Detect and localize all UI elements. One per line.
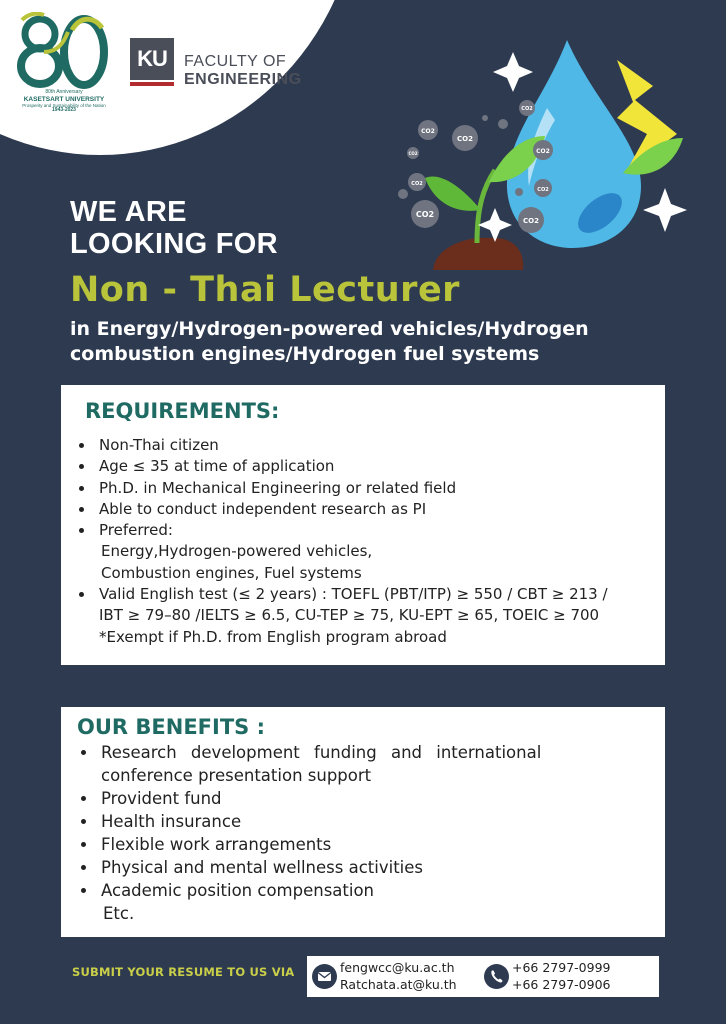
contact-box — [307, 956, 659, 997]
svg-text:CO2: CO2 — [411, 181, 423, 187]
list-item: Non-Thai citizen — [77, 435, 657, 456]
svg-text:CO2: CO2 — [408, 151, 418, 156]
email-icon — [312, 964, 337, 989]
email-link[interactable]: fengwcc@ku.ac.th — [340, 960, 455, 975]
svg-text:CO2: CO2 — [421, 128, 435, 135]
faculty-name — [184, 53, 302, 89]
svg-text:CO2: CO2 — [537, 187, 549, 193]
intro-heading — [70, 196, 278, 260]
benefits-card — [61, 707, 665, 937]
list-item-preferred — [77, 520, 657, 584]
preferred-line2: Combustion engines, Fuel systems — [101, 563, 362, 582]
intro-line2: LOOKING FOR — [70, 228, 278, 260]
svg-text:CO2: CO2 — [536, 148, 550, 155]
intro-line1: WE ARE — [70, 196, 187, 228]
list-item: Provident fund — [79, 787, 599, 810]
list-item: Academic position compensation — [79, 879, 599, 902]
anniversary-years: 1943-2023 — [52, 107, 76, 114]
eighty-logo-icon — [14, 12, 114, 90]
list-item: Age ≤ 35 at time of application — [77, 456, 657, 477]
anniversary-line1: 80th Anniversary — [45, 89, 83, 95]
list-item-english — [77, 584, 657, 648]
svg-text:CO2: CO2 — [415, 210, 435, 219]
email-list — [340, 959, 457, 993]
field-line1: in Energy/Hydrogen-powered vehicles/Hydrogen — [70, 318, 589, 340]
hydrogen-illustration — [395, 38, 695, 278]
research-line2: conference presentation support — [101, 766, 372, 785]
position-title: Non - Thai Lecturer — [70, 270, 460, 310]
research-line1: Research development funding and international — [101, 743, 542, 762]
faculty-line1: FACULTY OF — [184, 53, 287, 70]
anniversary-caption — [8, 90, 120, 114]
requirements-card — [61, 385, 665, 665]
ku-logo — [130, 38, 174, 86]
svg-text:CO2: CO2 — [457, 135, 473, 143]
preferred-label: Preferred: — [99, 521, 173, 540]
requirements-list — [77, 435, 657, 648]
english-line2: IBT ≥ 79–80 /IELTS ≥ 6.5, CU-TEP ≥ 75, KU-EPT ≥ 65, TOEIC ≥ 700 — [99, 606, 600, 625]
email-link[interactable]: Ratchata.at@ku.th — [340, 977, 457, 992]
list-item: Health insurance — [79, 810, 599, 833]
ku-underline — [130, 82, 174, 86]
list-item-research — [79, 741, 599, 787]
university-name: KASETSART UNIVERSITY — [23, 95, 105, 103]
svg-text:CO2: CO2 — [523, 217, 539, 225]
preferred-line1: Energy,Hydrogen-powered vehicles, — [101, 542, 373, 561]
phone-number[interactable]: +66 2797-0906 — [512, 977, 611, 992]
position-field — [70, 317, 670, 367]
list-item: Able to conduct independent research as PI — [77, 499, 657, 520]
benefits-etc: Etc. — [103, 904, 135, 923]
ku-mark: KU — [130, 38, 174, 80]
phone-number[interactable]: +66 2797-0999 — [512, 960, 611, 975]
phone-list — [512, 959, 611, 993]
faculty-line2: ENGINEERING — [184, 71, 302, 88]
benefits-list — [79, 741, 599, 925]
phone-icon — [484, 964, 509, 989]
anniversary-logo — [14, 12, 114, 90]
anniversary-motto: Prosperity and Sustainability of the Nation — [22, 103, 106, 109]
submit-instruction: SUBMIT YOUR RESUME TO US VIA — [72, 965, 295, 979]
list-item: Flexible work arrangements — [79, 833, 599, 856]
svg-text:CO2: CO2 — [521, 106, 533, 112]
list-item: Physical and mental wellness activities — [79, 856, 599, 879]
english-line3: *Exempt if Ph.D. from English program abroad — [99, 627, 447, 646]
requirements-title: REQUIREMENTS: — [85, 399, 280, 423]
english-line1: Valid English test (≤ 2 years) : TOEFL (PBT/ITP) ≥ 550 / CBT ≥ 213 / — [99, 585, 608, 604]
benefits-title: OUR BENEFITS : — [77, 715, 265, 739]
list-item: Ph.D. in Mechanical Engineering or related field — [77, 478, 657, 499]
field-line2: combustion engines/Hydrogen fuel systems — [70, 343, 540, 365]
